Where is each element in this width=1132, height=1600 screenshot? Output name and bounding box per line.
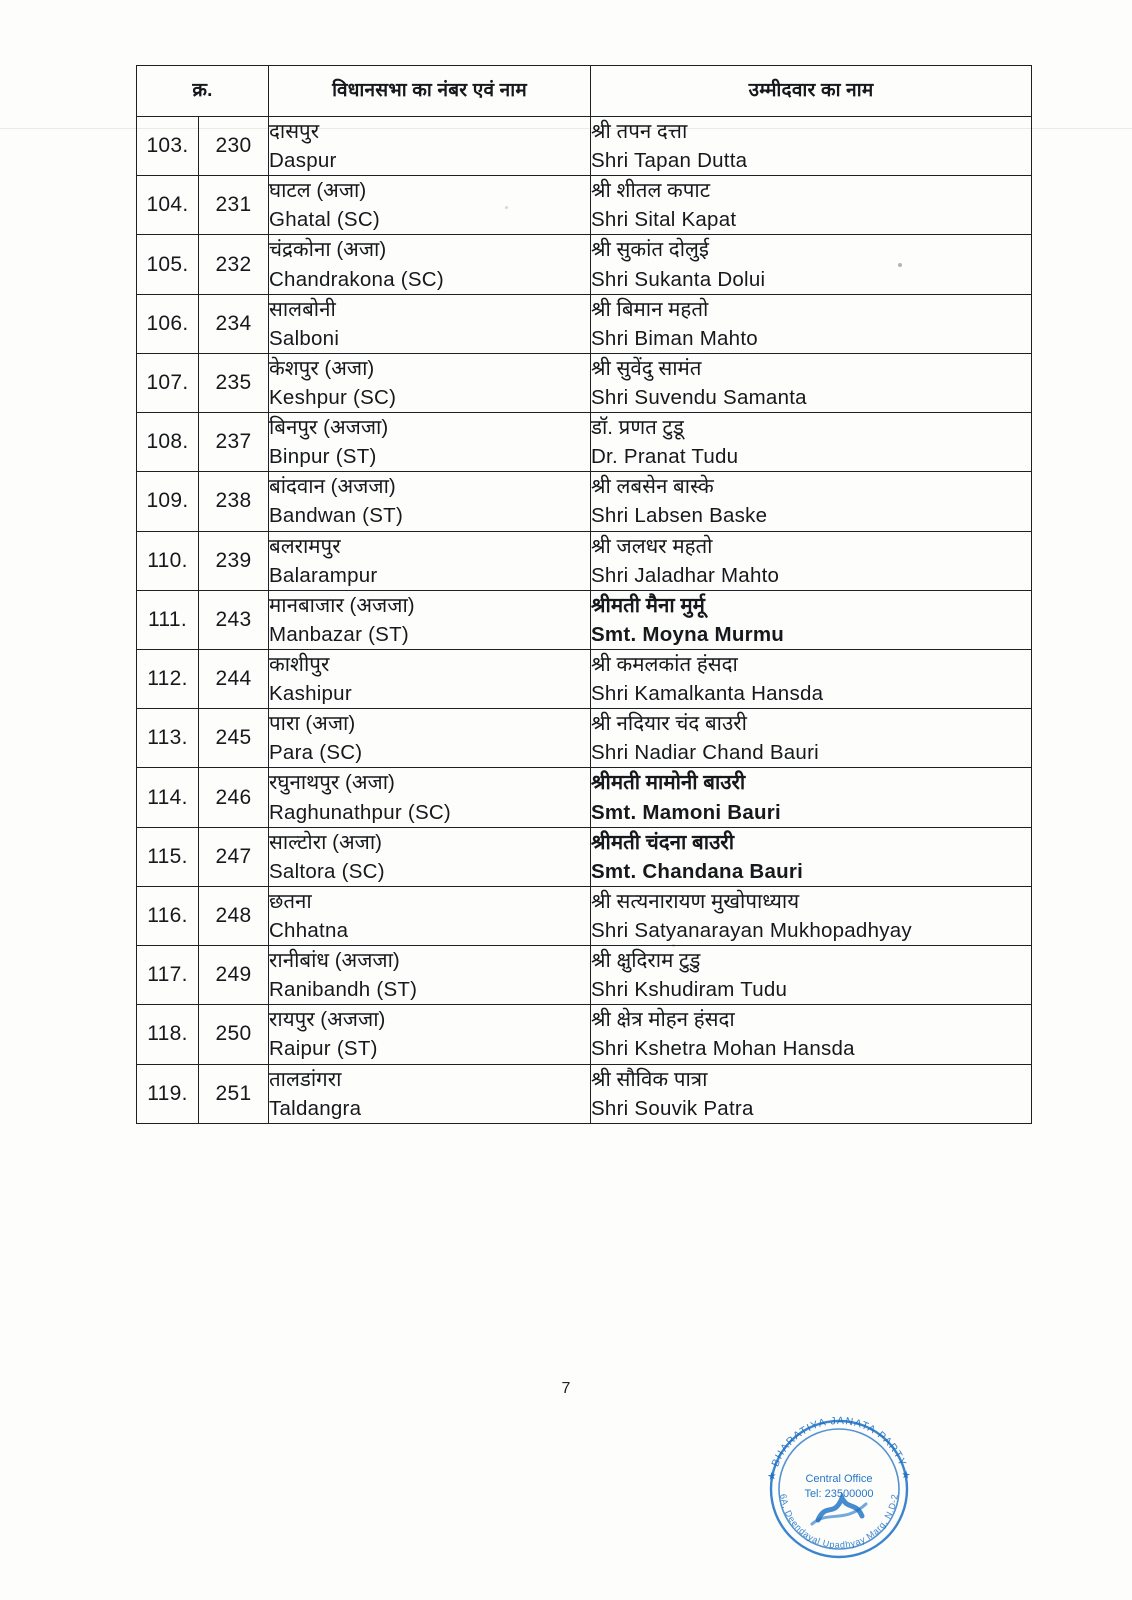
constituency-name-english: Taldangra <box>269 1096 362 1120</box>
candidate-name-english: Shri Jaladhar Mahto <box>591 563 780 587</box>
cell-candidate-name <box>591 1064 1032 1123</box>
table-row <box>137 1064 1032 1123</box>
constituency-name-english: Manbazar (ST) <box>269 622 409 646</box>
cell-constituency-number: 245 <box>199 709 269 768</box>
candidate-name-hindi: श्री सौविक पात्रा <box>591 1067 708 1091</box>
cell-candidate-name <box>591 768 1032 827</box>
svg-text:6A, Deendayal Upadhyay Marg, N: 6A, Deendayal Upadhyay Marg, N.D-2 <box>778 1493 900 1551</box>
cell-constituency-number: 244 <box>199 649 269 708</box>
constituency-name-hindi: चंद्रकोना (अजा) <box>269 238 387 262</box>
candidate-name-hindi: श्री नदियार चंद बाउरी <box>591 712 747 736</box>
constituency-name-hindi: काशीपुर <box>269 652 330 676</box>
cell-constituency-name <box>269 472 591 531</box>
cell-serial-number: 110. <box>137 531 199 590</box>
cell-constituency-number: 251 <box>199 1064 269 1123</box>
cell-candidate-name <box>591 235 1032 294</box>
cell-constituency-name <box>269 294 591 353</box>
cell-constituency-name <box>269 649 591 708</box>
cell-serial-number: 116. <box>137 886 199 945</box>
column-header-candidate-label: उम्मीदवार का नाम <box>748 80 874 102</box>
constituency-name-english: Daspur <box>269 149 337 173</box>
cell-serial-number: 119. <box>137 1064 199 1123</box>
cell-candidate-name <box>591 590 1032 649</box>
constituency-name-hindi: सालबोनी <box>269 297 336 321</box>
candidate-name-english: Shri Souvik Patra <box>591 1096 754 1120</box>
cell-serial-number: 111. <box>137 590 199 649</box>
cell-constituency-name <box>269 413 591 472</box>
table-row <box>137 117 1032 176</box>
table-row <box>137 294 1032 353</box>
constituency-name-english: Chhatna <box>269 918 349 942</box>
candidate-name-english: Smt. Mamoni Bauri <box>591 800 781 824</box>
candidate-name-hindi: श्रीमती मैना मुर्मू <box>591 593 705 617</box>
cell-constituency-number: 243 <box>199 590 269 649</box>
cell-constituency-number: 235 <box>199 353 269 412</box>
constituency-name-hindi: रानीबांध (अजजा) <box>269 949 400 973</box>
candidate-name-english: Shri Kshetra Mohan Hansda <box>591 1037 855 1061</box>
candidate-name-hindi: श्री तपन दत्ता <box>591 120 688 143</box>
table-row <box>137 531 1032 590</box>
constituency-name-hindi: बलरामपुर <box>269 534 341 558</box>
table-row <box>137 649 1032 708</box>
table-row <box>137 946 1032 1005</box>
cell-serial-number: 118. <box>137 1005 199 1064</box>
cell-serial-number: 117. <box>137 946 199 1005</box>
constituency-name-english: Binpur (ST) <box>269 445 377 469</box>
cell-constituency-name <box>269 886 591 945</box>
candidate-name-hindi: श्री जलधर महतो <box>591 534 713 558</box>
cell-candidate-name <box>591 353 1032 412</box>
candidate-name-english: Smt. Chandana Bauri <box>591 859 804 883</box>
candidate-list-table <box>136 65 1032 1124</box>
candidate-name-english: Smt. Moyna Murmu <box>591 622 785 646</box>
cell-constituency-name <box>269 117 591 176</box>
candidate-name-hindi: श्रीमती मामोनी बाउरी <box>591 771 746 795</box>
cell-constituency-name <box>269 590 591 649</box>
cell-candidate-name <box>591 294 1032 353</box>
cell-serial-number: 105. <box>137 235 199 294</box>
constituency-name-english: Para (SC) <box>269 741 363 765</box>
table-row <box>137 886 1032 945</box>
cell-constituency-number: 249 <box>199 946 269 1005</box>
candidate-name-english: Shri Tapan Dutta <box>591 149 748 173</box>
candidate-name-hindi: श्रीमती चंदना बाउरी <box>591 830 735 854</box>
column-header-constituency <box>269 66 591 117</box>
cell-constituency-number: 231 <box>199 176 269 235</box>
candidate-name-hindi: श्री सुवेंदु सामंत <box>591 356 702 380</box>
constituency-name-english: Bandwan (ST) <box>269 504 404 528</box>
candidate-name-hindi: श्री सत्यनारायण मुखोपाध्याय <box>591 889 800 913</box>
svg-text:Tel: 23500000: Tel: 23500000 <box>804 1488 874 1500</box>
candidate-name-english: Shri Kshudiram Tudu <box>591 978 788 1002</box>
candidate-name-english: Shri Sukanta Dolui <box>591 267 766 291</box>
cell-constituency-number: 246 <box>199 768 269 827</box>
column-header-candidate <box>591 66 1032 117</box>
cell-constituency-number: 239 <box>199 531 269 590</box>
cell-candidate-name <box>591 531 1032 590</box>
cell-constituency-name <box>269 1064 591 1123</box>
cell-serial-number: 108. <box>137 413 199 472</box>
constituency-name-english: Raipur (ST) <box>269 1037 378 1061</box>
table-row <box>137 768 1032 827</box>
cell-candidate-name <box>591 827 1032 886</box>
column-header-serial <box>137 66 269 117</box>
cell-candidate-name <box>591 472 1032 531</box>
cell-constituency-name <box>269 768 591 827</box>
cell-serial-number: 114. <box>137 768 199 827</box>
cell-serial-number: 113. <box>137 709 199 768</box>
candidate-name-english: Shri Satyanarayan Mukhopadhyay <box>591 918 912 942</box>
cell-serial-number: 106. <box>137 294 199 353</box>
cell-candidate-name <box>591 176 1032 235</box>
cell-constituency-name <box>269 709 591 768</box>
cell-constituency-number: 232 <box>199 235 269 294</box>
cell-serial-number: 115. <box>137 827 199 886</box>
cell-candidate-name <box>591 946 1032 1005</box>
candidate-name-hindi: श्री क्षेत्र मोहन हंसदा <box>591 1008 735 1032</box>
page-number: 7 <box>561 1380 571 1397</box>
table-row <box>137 353 1032 412</box>
cell-candidate-name <box>591 1005 1032 1064</box>
constituency-name-hindi: पारा (अजा) <box>269 712 356 736</box>
cell-constituency-name <box>269 946 591 1005</box>
cell-constituency-number: 234 <box>199 294 269 353</box>
cell-constituency-name <box>269 235 591 294</box>
constituency-name-hindi: साल्टोरा (अजा) <box>269 830 382 854</box>
constituency-name-hindi: तालडांगरा <box>269 1067 342 1091</box>
candidate-name-hindi: डॉ. प्रणत टुडू <box>591 416 684 440</box>
candidate-name-english: Shri Biman Mahto <box>591 326 758 350</box>
cell-candidate-name <box>591 886 1032 945</box>
constituency-name-hindi: बांदवान (अजजा) <box>269 475 396 499</box>
constituency-name-hindi: छतना <box>269 889 312 913</box>
table-header-row <box>137 66 1032 117</box>
cell-constituency-number: 238 <box>199 472 269 531</box>
constituency-name-english: Ghatal (SC) <box>269 208 380 232</box>
candidate-name-english: Shri Suvendu Samanta <box>591 385 807 409</box>
constituency-name-english: Keshpur (SC) <box>269 385 397 409</box>
table-row <box>137 413 1032 472</box>
constituency-name-hindi: केशपुर (अजा) <box>269 356 375 380</box>
table-row <box>137 590 1032 649</box>
candidate-name-hindi: श्री बिमान महतो <box>591 297 709 321</box>
candidate-name-hindi: श्री सुकांत दोलुई <box>591 238 709 262</box>
cell-constituency-name <box>269 827 591 886</box>
cell-serial-number: 103. <box>137 117 199 176</box>
candidate-name-hindi: श्री शीतल कपाट <box>591 179 711 203</box>
constituency-name-hindi: रघुनाथपुर (अजा) <box>269 771 395 795</box>
constituency-name-english: Balarampur <box>269 563 378 587</box>
constituency-name-hindi: घाटल (अजा) <box>269 179 367 203</box>
cell-candidate-name <box>591 117 1032 176</box>
cell-constituency-name <box>269 1005 591 1064</box>
cell-constituency-name <box>269 531 591 590</box>
constituency-name-hindi: मानबाजार (अजजा) <box>269 593 415 617</box>
table-row <box>137 709 1032 768</box>
candidate-name-english: Dr. Pranat Tudu <box>591 445 739 469</box>
candidate-name-english: Shri Labsen Baske <box>591 504 768 528</box>
constituency-name-english: Salboni <box>269 326 340 350</box>
svg-text:★ BHARATIYA JANATA PARTY ★: ★ BHARATIYA JANATA PARTY ★ <box>765 1414 913 1482</box>
table-row <box>137 1005 1032 1064</box>
cell-serial-number: 112. <box>137 649 199 708</box>
cell-serial-number: 104. <box>137 176 199 235</box>
cell-candidate-name <box>591 649 1032 708</box>
cell-constituency-number: 247 <box>199 827 269 886</box>
cell-candidate-name <box>591 709 1032 768</box>
party-office-stamp <box>748 1398 930 1580</box>
cell-constituency-name <box>269 176 591 235</box>
table-row <box>137 827 1032 886</box>
constituency-name-english: Saltora (SC) <box>269 859 385 883</box>
candidate-name-hindi: श्री कमलकांत हंसदा <box>591 652 738 676</box>
candidate-name-hindi: श्री लबसेन बास्के <box>591 475 714 499</box>
candidate-name-english: Shri Nadiar Chand Bauri <box>591 741 819 765</box>
cell-constituency-number: 230 <box>199 117 269 176</box>
table-row <box>137 472 1032 531</box>
column-header-constituency-label: विधानसभा का नंबर एवं नाम <box>332 80 527 102</box>
column-header-serial-label: क्र. <box>192 80 213 102</box>
candidate-name-english: Shri Kamalkanta Hansda <box>591 682 824 706</box>
constituency-name-english: Chandrakona (SC) <box>269 267 444 291</box>
table-row <box>137 176 1032 235</box>
cell-serial-number: 107. <box>137 353 199 412</box>
candidate-name-english: Shri Sital Kapat <box>591 208 737 232</box>
cell-candidate-name <box>591 413 1032 472</box>
cell-constituency-number: 250 <box>199 1005 269 1064</box>
cell-serial-number: 109. <box>137 472 199 531</box>
candidate-name-hindi: श्री क्षुदिराम टुडु <box>591 949 701 973</box>
constituency-name-hindi: बिनपुर (अजजा) <box>269 416 389 440</box>
constituency-name-hindi: दासपुर <box>269 120 320 143</box>
svg-text:Central Office: Central Office <box>805 1473 873 1485</box>
constituency-name-english: Raghunathpur (SC) <box>269 800 452 824</box>
constituency-name-english: Ranibandh (ST) <box>269 978 418 1002</box>
cell-constituency-name <box>269 353 591 412</box>
table-row <box>137 235 1032 294</box>
constituency-name-english: Kashipur <box>269 682 352 706</box>
constituency-name-hindi: रायपुर (अजजा) <box>269 1008 386 1032</box>
cell-constituency-number: 237 <box>199 413 269 472</box>
cell-constituency-number: 248 <box>199 886 269 945</box>
